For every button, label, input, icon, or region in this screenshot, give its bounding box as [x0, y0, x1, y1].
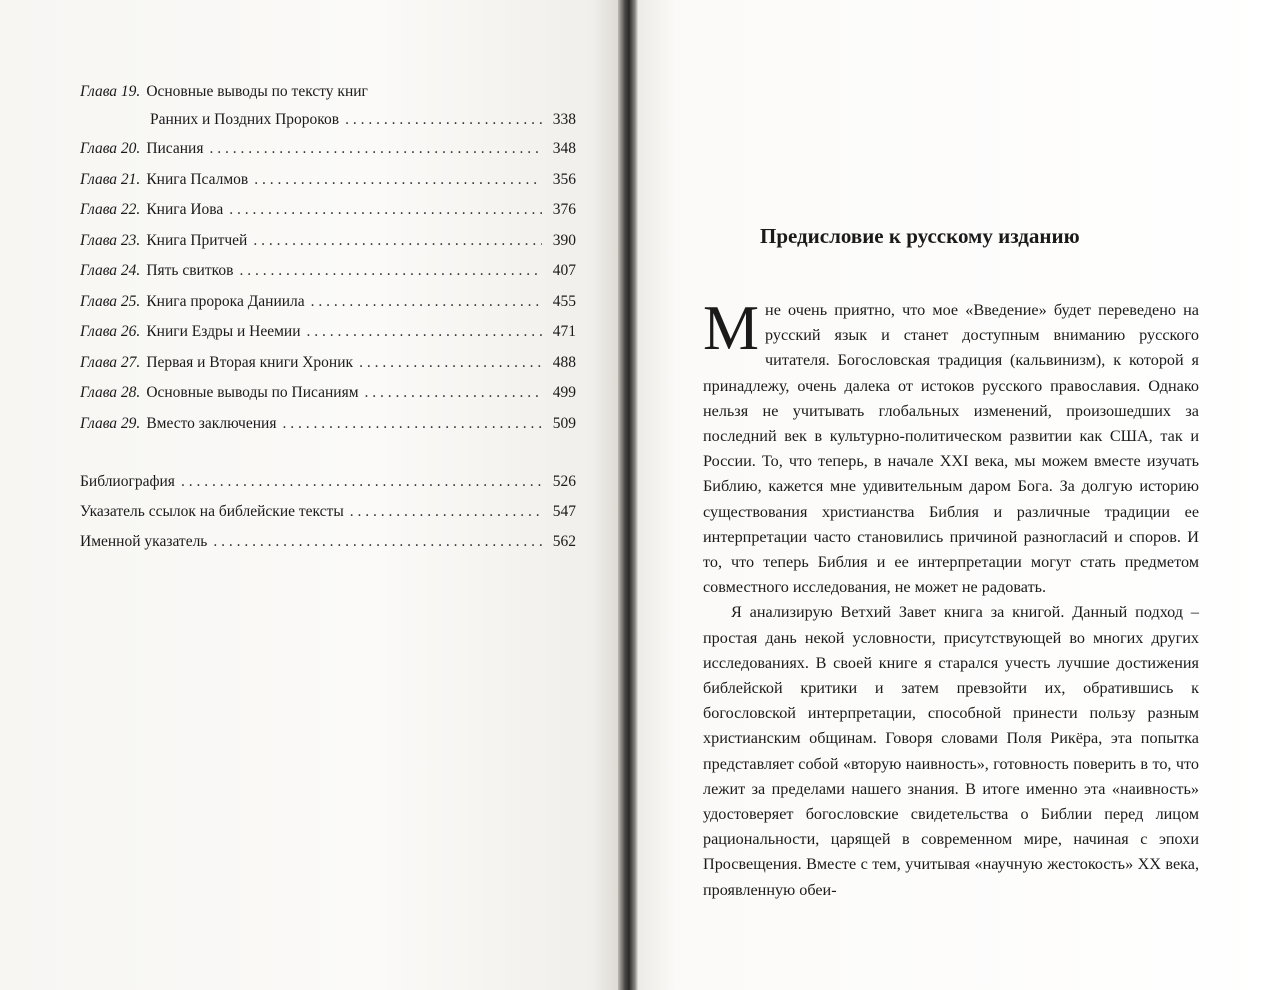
page-number: 348	[552, 140, 576, 157]
page-number: 407	[552, 262, 576, 279]
page-number: 526	[552, 473, 576, 490]
toc-entry-name-index	[80, 527, 576, 557]
chapter-title: Основные выводы по Писаниям	[146, 384, 359, 401]
dot-leader	[239, 256, 542, 287]
entry-title: Указатель ссылок на библейские тексты	[80, 503, 344, 520]
entry-title: Библиография	[80, 473, 175, 490]
table-of-contents	[80, 78, 576, 557]
dot-leader	[345, 106, 542, 134]
toc-entry	[80, 134, 576, 165]
chapter-title: Писания	[146, 140, 204, 157]
left-page	[0, 0, 624, 990]
dot-leader	[282, 409, 542, 440]
chapter-title: Первая и Вторая книги Хроник	[146, 353, 354, 371]
chapter-label: Глава 26.	[80, 323, 141, 340]
dot-leader	[350, 497, 542, 527]
chapter-title: Вместо заключения	[146, 414, 277, 432]
toc-spacer	[80, 439, 576, 467]
dot-leader	[181, 467, 542, 497]
page-number: 488	[552, 353, 576, 371]
toc-backmatter	[80, 467, 576, 557]
page-number: 471	[552, 323, 576, 340]
toc-entry	[80, 378, 576, 409]
chapter-label: Глава 21.	[80, 170, 141, 188]
preface-title: Предисловие к русскому изданию	[760, 224, 1080, 248]
toc-entry	[80, 287, 576, 318]
chapter-title: Книга пророка Даниила	[146, 292, 305, 310]
dot-leader	[213, 527, 542, 557]
page-number: 562	[552, 533, 576, 550]
book-gutter	[618, 0, 638, 990]
dot-leader	[359, 348, 542, 379]
toc-entry	[80, 226, 576, 257]
toc-entry-bibliography	[80, 467, 576, 497]
preface-paragraph-1	[703, 293, 1199, 600]
page-number: 356	[552, 170, 576, 188]
page-number: 390	[552, 231, 576, 249]
dot-leader	[254, 165, 542, 196]
paragraph-text: не очень приятно, что мое «Введение» будет переведено на русский язык и станет доступным вниманию русского читателя. Богословская традиция (кальвинизм), к которой я принадлежу, очень далека от истоков русского православия. Однако нельзя не учитывать глобальных изменений, произошедших за последний век в культурно-политическом развитии как США, так и России. То, что теперь, в начале XXI века, мы можем вместе изучать Библию, кажется мне удивительным даром Бога. За долгую историю существования христианства Библия и различные традиции ее интерпретации часто становились причиной разногласий и споров. И то, что теперь Библия и ее интерпретации могут стать предметом совместного исследования, не может не радовать.	[703, 301, 1199, 597]
chapter-label: Глава 23.	[80, 231, 141, 249]
drop-cap: М	[703, 293, 760, 363]
chapter-title: Книги Ездры и Неемии	[146, 323, 301, 340]
entry-title: Именной указатель	[80, 533, 208, 550]
page-number: 547	[552, 503, 576, 520]
preface-paragraph-2: Я анализирую Ветхий Завет книга за книгой. Данный подход – простая дань некой условности, присутствующей во многих других исследованиях. В своей книге я старался учесть лучшие достижения библейской критики и затем превзойти их, обратившись к богословской интерпретации, способной принести пользу разным христианским общинам. Говоря словами Поля Рикёра, эта попытка представляет собой «вторую наивность», готовность поверить в то, что лежит за пределами нашего знания. В итоге именно эта «наивность» удостоверяет богословские свидетельства о Библии перед лицом рациональности, царящей в современном мире, начиная с эпохи Просвещения. Вместе с тем, учитывая «научную жестокость» XX века, проявленную обеи-	[703, 603, 1199, 899]
dot-leader	[209, 134, 542, 165]
toc-entry	[80, 195, 576, 226]
chapter-title: Основные выводы по тексту книг	[146, 83, 368, 100]
toc-entry	[80, 256, 576, 287]
dot-leader	[253, 226, 542, 257]
page-number: 509	[552, 414, 576, 432]
preface-body	[703, 293, 1199, 903]
toc-entry-scripture-index	[80, 497, 576, 527]
chapter-title: Книга Иова	[146, 201, 224, 218]
chapter-label: Глава 24.	[80, 262, 141, 279]
chapter-label: Глава 27.	[80, 353, 141, 371]
toc-entry	[80, 78, 576, 134]
toc-entry	[80, 348, 576, 379]
dot-leader	[365, 378, 542, 409]
chapter-title-continued: Ранних и Поздних Пророков	[150, 111, 340, 128]
chapter-title: Книга Притчей	[146, 231, 248, 249]
chapter-label: Глава 19.	[80, 83, 141, 100]
chapter-title: Книга Псалмов	[146, 170, 249, 188]
chapter-label: Глава 25.	[80, 292, 141, 310]
toc-entry	[80, 317, 576, 348]
dot-leader	[311, 287, 542, 318]
page-number: 455	[552, 292, 576, 310]
toc-entry	[80, 165, 576, 196]
dot-leader	[307, 317, 542, 348]
dot-leader	[229, 195, 542, 226]
chapter-label: Глава 22.	[80, 201, 141, 218]
chapter-label: Глава 29.	[80, 414, 141, 432]
page-number: 338	[552, 111, 576, 128]
page-number: 376	[552, 201, 576, 218]
page-number: 499	[552, 384, 576, 401]
chapter-label: Глава 28.	[80, 384, 141, 401]
chapter-label: Глава 20.	[80, 140, 141, 157]
chapter-title: Пять свитков	[146, 262, 234, 279]
toc-entry	[80, 409, 576, 440]
